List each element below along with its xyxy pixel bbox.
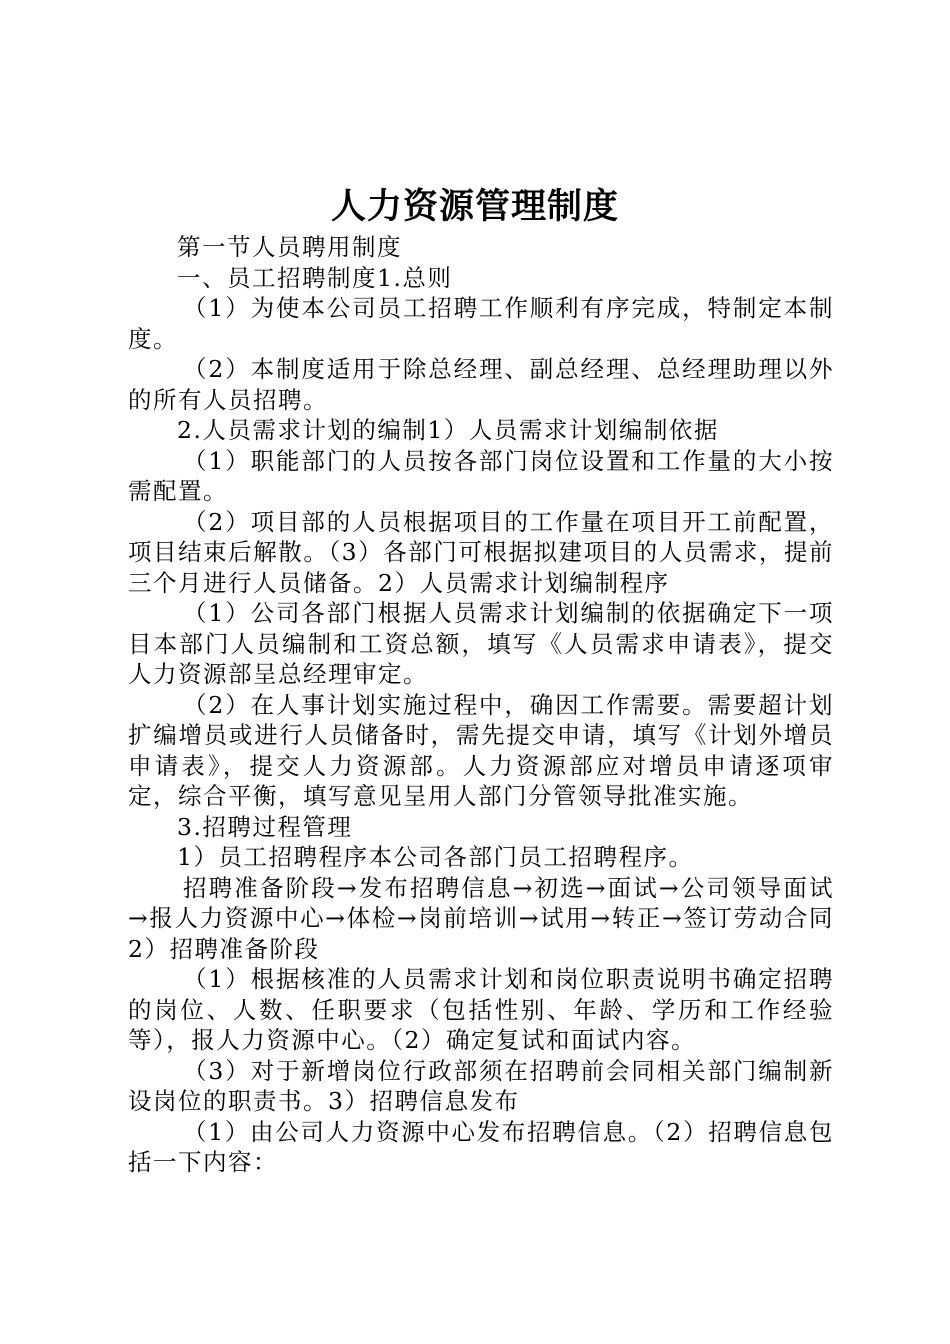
document-title: 人力资源管理制度 xyxy=(330,186,619,227)
paragraph: （1）公司各部门根据人员需求计划编制的依据确定下一项目本部门人员编制和工资总额，填写《人员需求申请表》，提交人力资源部呈总经理审定。 xyxy=(128,599,834,688)
subsection-heading: 3.招聘过程管理 xyxy=(177,812,353,841)
document-body xyxy=(128,232,834,1178)
subsection-heading: 一、员工招聘制度1.总则 xyxy=(177,263,453,292)
paragraph: （2）项目部的人员根据项目的工作量在项目开工前配置，项目结束后解散。（3）各部门可根据拟建项目的人员需求，提前三个月进行人员储备。2）人员需求计划编制程序 xyxy=(128,507,834,597)
paragraph: 招聘准备阶段→发布招聘信息→初选→面试→公司领导面试→报人力资源中心→体检→岗前培训→试用→转正→签订劳动合同2）招聘准备阶段 xyxy=(128,873,834,963)
paragraph: （1）职能部门的人员按各部门岗位设置和工作量的大小按需配置。 xyxy=(128,446,834,505)
paragraph: （1）由公司人力资源中心发布招聘信息。（2）招聘信息包括一下内容： xyxy=(128,1117,834,1176)
paragraph: 1）员工招聘程序本公司各部门员工招聘程序。 xyxy=(177,843,694,871)
section-heading: 第一节人员聘用制度 xyxy=(177,233,402,261)
paragraph: （1）根据核准的人员需求计划和岗位职责说明书确定招聘的岗位、人数、任职要求（包括性别、年龄、学历和工作经验等），报人力资源中心。（2）确定复试和面试内容。 xyxy=(128,965,834,1054)
paragraph: （3）对于新增岗位行政部须在招聘前会同相关部门编制新设岗位的职责书。3）招聘信息发布 xyxy=(128,1056,834,1115)
subsection-heading: 2.人员需求计划的编制1）人员需求计划编制依据 xyxy=(177,416,719,444)
paragraph: （1）为使本公司员工招聘工作顺利有序完成，特制定本制度。 xyxy=(128,294,834,353)
paragraph: （2）本制度适用于除总经理、副总经理、总经理助理以外的所有人员招聘。 xyxy=(128,355,834,414)
paragraph: （2）在人事计划实施过程中，确因工作需要。需要超计划扩编增员或进行人员储备时，需先提交申请，填写《计划外增员申请表》，提交人力资源部。人力资源部应对增员申请逐项审定，综合平衡，填写意见呈用人部门分管领导批准实施。 xyxy=(128,690,834,810)
